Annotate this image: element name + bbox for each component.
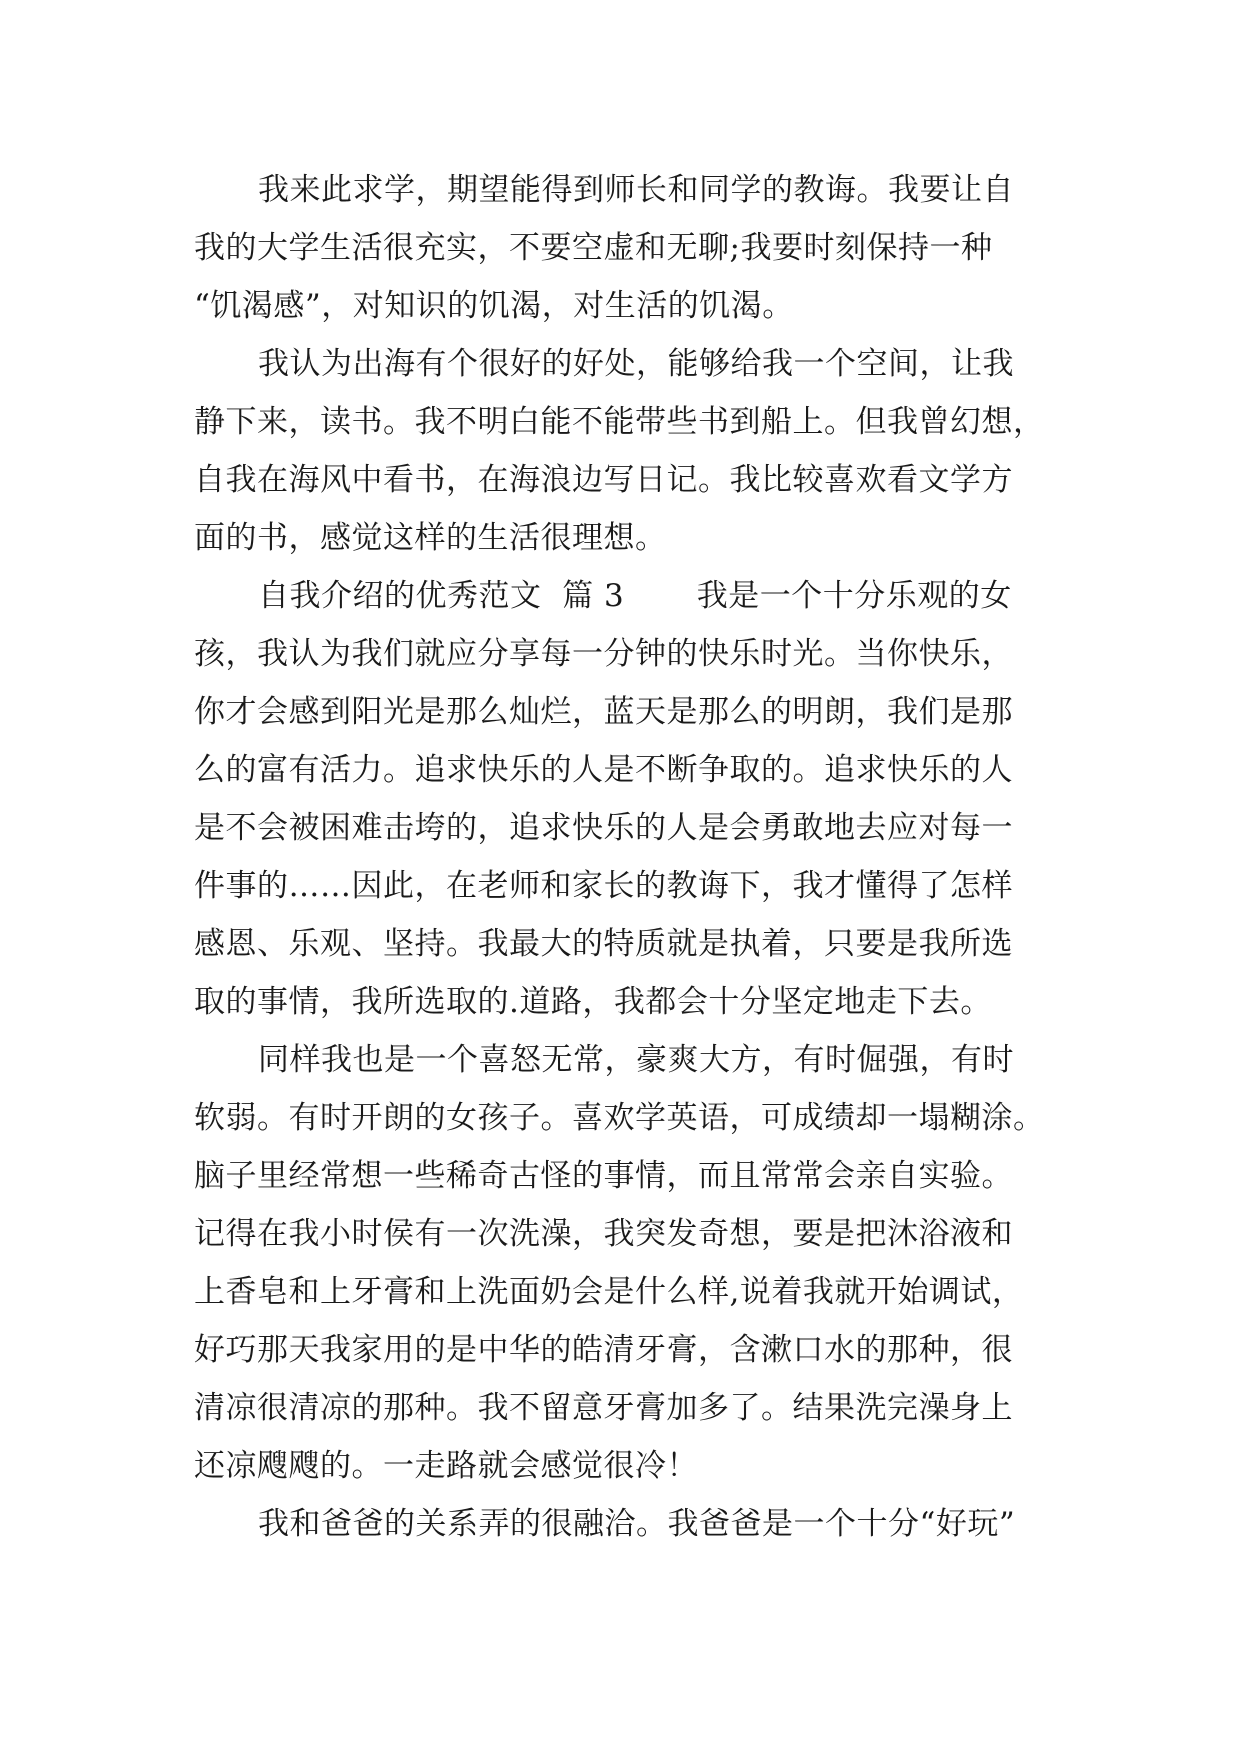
text-line: 脑子里经常想一些稀奇古怪的事情，而且常常会亲自实验。 [194,1158,1013,1194]
text-line: 我认为出海有个很好的好处，能够给我一个空间，让我 [258,346,1014,382]
text-line: 上香皂和上牙膏和上洗面奶会是什么样,说着我就开始调试， [194,1274,1024,1310]
paragraph-3 [194,567,1064,1031]
text-line: 面的书，感觉这样的生活很理想。 [194,520,667,556]
text-line: 么的富有活力。追求快乐的人是不断争取的。追求快乐的人 [194,752,1013,788]
text-line: 感恩、乐观、坚持。我最大的特质就是执着，只要是我所选 [194,926,1013,962]
text-line: 好巧那天我家用的是中华的皓清牙膏，含漱口水的那种，很 [194,1332,1013,1368]
text-line: 同样我也是一个喜怒无常，豪爽大方，有时倔强，有时 [258,1042,1014,1078]
text-line: 还凉飕飕的。一走路就会感觉很冷！ [194,1448,698,1484]
text-line: 软弱。有时开朗的女孩子。喜欢学英语，可成绩却一塌糊涂。 [194,1100,1045,1136]
text-line: 自我在海风中看书，在海浪边写日记。我比较喜欢看文学方 [194,462,1013,498]
text-line: 你才会感到阳光是那么灿烂，蓝天是那么的明朗，我们是那 [194,694,1013,730]
paragraph-2 [194,335,1064,567]
paragraph-4 [194,1031,1064,1495]
document-body [194,161,1064,1553]
text-line: 我来此求学，期望能得到师长和同学的教诲。我要让自 [258,172,1014,208]
text-line: 取的事情，我所选取的.道路，我都会十分坚定地走下去。 [194,984,992,1020]
text-line: 记得在我小时侯有一次洗澡，我突发奇想，要是把沐浴液和 [194,1216,1013,1252]
text-line: 清凉很清凉的那种。我不留意牙膏加多了。结果洗完澡身上 [194,1390,1013,1426]
text-line: “饥渴感”，对知识的饥渴，对生活的饥渴。 [194,288,794,324]
text-line: 自我介绍的优秀范文 篇 3 我是一个十分乐观的女 [258,578,1012,614]
text-line: 我的大学生活很充实，不要空虚和无聊;我要时刻保持一种 [194,230,993,266]
paragraph-5 [194,1495,1064,1553]
text-line: 我和爸爸的关系弄的很融洽。我爸爸是一个十分“好玩” [258,1506,1016,1542]
text-line: 孩，我认为我们就应分享每一分钟的快乐时光。当你快乐， [194,636,1013,672]
text-line: 静下来，读书。我不明白能不能带些书到船上。但我曾幻想， [194,404,1045,440]
text-line: 件事的……因此，在老师和家长的教诲下，我才懂得了怎样 [194,868,1013,904]
paragraph-1 [194,161,1064,335]
text-line: 是不会被困难击垮的，追求快乐的人是会勇敢地去应对每一 [194,810,1013,846]
